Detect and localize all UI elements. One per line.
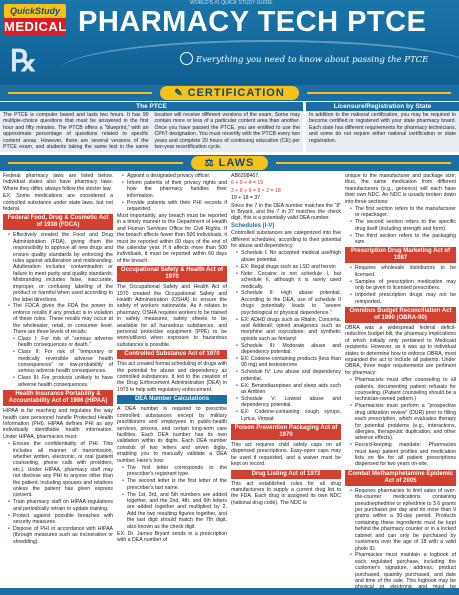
brand-quickstudy: QuickStudy [4,4,66,18]
list-item: • Ensure the confidentiality of PHI. This includes all manner of transmission, whether written, electronic, or oral (patient counseling, phone calls with providers, etc.). Under HIPAA, pharmacy staff may not disclose any PHI to anyone other than the patient, including spouses and relatives unless the patient has given express consent. [8,441,113,499]
certification-banner [0,85,459,101]
obra-heading: Omnibus Budget Reconciliation Act of 1990 (OBRA-90) [345,307,456,323]
dea-steps-list [122,465,227,530]
list-item: • Pharmacists must perform a “prospective drug utilization review” (DUR) prior to filling each prescription, which evaluates therapy for potential problems (e.g., interactions, allergies, therapeutic duplication, and other adverse effects). [350,403,456,441]
list-item: • Dispose of PHI in accordance with HIPAA (through measures such as incineration or shredding). [8,526,113,545]
list-item: • Pharmacies must maintain a logbook of each regulated purchase, including the customer's signature, address, product purchased, quantity purchased, and date and time of the sale. This logbook may be [350,552,456,595]
list-item: • Class III: For products unlikely to have adverse health consequences. [13,375,113,388]
cmea-heading: Combat Methamphetamine Epidemic Act of 2005 [345,470,456,486]
list-item: • Schedule III: Moderate abuse and dependency potential. [236,343,341,356]
top-tagline: WORLD'S #1 QUICK STUDY GUIDE [190,0,273,6]
list-item: • Note: Cocaine is not schedule I, but schedule II, although it is rarely used medically. [236,271,341,290]
capsule-icon [180,52,193,65]
page-footer-bar [0,588,459,595]
list-item: • The first section refers to the manufacturer or repackager. [350,206,456,219]
dea-calc-1: 6 + 9 + 4 = 19 [231,180,264,187]
licensure-heading: Licensure/Registration by State [306,102,459,111]
licensure-box [306,102,459,152]
page-title: PHARMACY TECH PTCE [78,6,427,38]
brand-medical: MEDICAL [4,19,67,34]
licensure-text: In addition to the national certification, you may be required to become certified or registered with your state pharmacy board. Each state has different requirements for pharmacy technicians, and some do not require either national certification or state registration. [309,112,456,144]
dea-note: Since the 7 in the DEA number matches the “8” in Bryant, and the 7 in 37 matches the check digit, this is a potentially valid DEA number. [231,202,341,222]
csa-text: This act created formal scheduling of drugs with the potential for abuse and dependency as controlled substances. It led to the creation of the Drug Enforcement Administration (DEA) in 1973 to help with regulatory enforcement. [117,361,227,393]
laws-column-4 [345,173,456,595]
ptce-box [0,102,303,152]
list-item: • Class I: For risk of “serious adverse health consequences or death.” [13,336,113,349]
recall-levels-list [13,336,113,388]
list-item: • EX: Codeine-containing products (less than 90 mg) and testosterone [236,356,341,369]
osha-text: The Occupational Safety and Health Act of 1970 created the Occupational Safety and Health Administration (OSHA) to ensure the safety of workers nationwide. As it relates to pharmacy, OSHA requires workers to be trained in safety measures, safety sheets to be available for all hazardous substances, and personal protective equipment (PPE) to be worn/utilized when exposure to hazardous substances is possible. [117,284,227,348]
laws-title: LAWS [218,157,255,169]
dea-example: EX: Dr. James Bryant sends in a prescription with a DEA number of [117,530,227,543]
laws-banner [0,155,459,171]
laws-intro: Federal pharmacy laws are listed below. Individual states also have pharmacy laws. Where they differ, always follow the stricter law. [3,173,113,192]
list-item: • The second section refers to the specific drug itself (including strength and form). [350,219,456,232]
list-item: • EX: Benzodiazepines and sleep aids such as Ambien [236,383,341,396]
laws-column-3 [231,173,341,507]
list-item: • Protect against possible breaches with security measures. [8,513,113,526]
pdma-heading: Prescription Drug Marketing Act of 1987 [345,247,456,263]
banner-rule [307,92,451,94]
ndc-list [350,206,456,245]
rx-icon: ℞ [10,44,37,79]
list-item: • Provide patients with their PHI records if requested. [122,200,227,213]
certificate-icon: ✎ [174,87,184,99]
ptce-text: The PTCE is computer based and lasts two hours. It has 90 multiple-choice questions that must be answered in the first hour and fifty minutes. The PTCB offers a “blueprint,” with an approximate percentage of questions related to specific content areas. However, there are several versions of the PTCE exam, and students taking the same test in the same location will receive different versions of the exam. Some may contain more or less of a particular content area than another. Once you have passed the PTCE, you are entitled to use the CPhT designation. You must recertify with the PTCB every two years and complete 20 hours of continuing education (CE) per two-year recertification cycle. [3,112,300,151]
banner-rule [276,162,451,164]
dea-calc-3: 19 + 18 = 37 [231,195,261,202]
list-item: • EX: Codeine-containing cough syrups, Lyrica, Vimpat [236,409,341,422]
dla-text: This act established rules for all drug manufacturers to supply a current drug list to the FDA. Each drug is assigned its own NDC (national drug code). The NDC is [231,480,341,506]
pdma-list [350,265,456,304]
list-item: • Samples of prescription medication may only be given to licensed prescribers. [350,279,456,292]
list-item: • Inform patients of their privacy rights and how the pharmacy handles their information. [122,180,227,199]
list-item: • The first letter corresponds to the prescriber's registrant type. [122,465,227,478]
dea-text: A DEA number is required to prescribe controlled substances except by military practitioners and employees in public-health services, prisons, and certain long-term care facilities. Each DEA number has its own validation within its digits. Each DEA number consists of two letters and seven digits, enabling you to manually validate a DEA number. Here's how: [117,406,227,464]
dea-calc-2: 3 + 8 + 6 = 9 × 2 = 18 [231,187,281,194]
list-item: • The FDCA gives the FDA the power to enforce recalls if any product is in violation of these rules. These recalls may occur at the wholesaler, retail, or consumer level. There are three levels of recalls: [8,303,113,335]
ppa-text: This act requires child safety caps on all dispensed prescriptions. Easy-open caps may be used if requested, and a waiver must be kept on record. [231,442,341,468]
list-item: • Pharmacists must offer counseling to all patients, documenting patient refusals for counseling. (Patient counseling should be a technician-owned pattern.) [350,377,456,403]
dea-heading: DEA Number Calculations [117,395,227,404]
ppa-heading: Poison Prevention Packaging Act of 1970 [231,424,341,440]
gavel-icon: ⚖ [204,157,215,169]
ptce-heading: The PTCE [0,102,303,111]
list-item: • Schedule II: High abuse potential. According to the DEA, use of schedule II drugs potentially leads to “severe psychological or physical dependence.” [236,290,341,316]
list-item: • Requires pharmacies to limit sales of over-the-counter medications containing pseudoephedrine or ephedrine to 3.6 grams per purchaser per day and no more than 9 grams within a 30-day period. Products containing these ingredients must be kept behind the pharmacy counter or in a locked cabinet and can only be purchased by customers over the age of 18 with a valid photo ID. [350,488,456,552]
laws-intro-example: EX: Some medications are considered a controlled substance under state laws, but not federal. [3,193,113,213]
schedules-list [236,250,341,422]
list-item: • EX: ADHD drugs such as Ritalin, Concerta, and Adderall; opioid analgesics such as morphine and oxycodone; and synthetic opioids such as fentanyl [236,317,341,343]
dla-heading: Drug Listing Act of 1972 [231,470,341,479]
list-item: • Appoint a designated privacy officer. [122,173,227,179]
laws-column-1 [3,173,113,546]
obra-text: OBRA was a widespread federal deficit-reduction budget bill, the pharmacy implications of which initially only pertained to Medicaid recipients. However, as it was up to individual states to determine how to enforce OBRA, most expanded the act to include all patients. Under OBRA, three major requirements are pertinent for pharmacy: [345,324,456,376]
hipaa-list [8,441,113,545]
csa-heading: Controlled Substance Act of 1970 [117,350,227,359]
list-item: • Schedule I: No accepted medical use/high abuse potential. [236,250,341,263]
list-item: • Record-keeping mandate: Pharmacies must keep patient profiles and medication lists on file for all patient prescriptions dispensed for two years on-site. [350,442,456,468]
cmea-list [350,488,456,595]
certification-title: CERTIFICATION [187,87,285,99]
brand-logo [4,4,66,44]
schedules-text: Controlled substances are categorized into five different schedules, according to their potential for abuse and dependency: [231,230,341,250]
certification-banner-label [160,86,299,100]
obra-list [350,377,456,468]
laws-column-2 [117,173,227,544]
ndc-text: unique to the manufacturer and package size; thus, the same medication from different manufacturers (e.g., generics) will each have their own NDC. An NDC is usually broken down into three sections: [345,173,456,205]
dea-number: AB6398467. [231,173,260,179]
hipaa-list-continued [122,173,227,212]
list-item: • The third section refers to the packaging size. [350,233,456,246]
list-item: • Requires wholesale distributors to be licensed. [350,265,456,278]
hipaa-heading: Health Insurance Portability & Accountability Act of 1996 (HIPAA) [3,390,113,406]
list-item: • Imported prescription drugs may not be reimported. [350,292,456,305]
list-item: • Class II: For risk of “temporary or medically reversible adverse health consequences” or low-probability of serious adverse health consequences. [13,349,113,375]
list-item: • EX: Illegal drugs such as LSD and heroin [236,264,341,270]
banner-rule [8,92,152,94]
page-header [0,0,459,85]
hipaa-text: HIPAA is far reaching and regulates the way health care personnel handle Protected Health Information (PHI). HIPAA defines PHI as any individually identifiable health information. Under HIPAA, pharmacies must: [3,408,113,440]
page-tagline: Everything you need to know about passing the PTCE [196,55,429,65]
schedules-heading: Schedules (I-V) [231,222,275,229]
breach-text: Most importantly, any breach must be reported in a timely manner to the Department of Health and Human Services Office for Civil Rights. If the breach affects fewer than 500 individuals, it must be reported within 60 days of the end of the calendar year. If it affects more than 500 individuals, it must be reported within 60 days of the breach. [117,212,227,264]
osha-heading: Occupational Safety & Health Act of 1970 [117,266,227,282]
list-item: • Schedule V: Lowest abuse and dependency potential. [236,396,341,409]
laws-banner-label [191,156,269,170]
list-item: • Effectively created the Food and Drug Administration (FDA), giving them the responsibility to approve all new drugs and ensure quality standards by enforcing the rules against adulteration and misbranding. Adulteration includes contamination or failure to meet purity and quality standards. Misbranding includes false, inaccurate, improper, or confusing labeling of the product or harmful when used according to the label directions. [8,232,113,302]
list-item: • The 1st, 3rd, and 5th numbers are added together, and the 2nd, 4th, and 6th letters are added together and multiplied by 2. Add the two resulting figures together, and the last digit should match the 7th digit, also known as the check digit. [122,492,227,530]
list-item: • The second letter is the first letter of the prescriber's last name. [122,478,227,491]
fdca-heading: Federal Food, Drug & Cosmetic Act of 1938 (FDCA) [3,214,113,230]
list-item: • Schedule IV: Low abuse and dependency potential. [236,369,341,382]
list-item: • Train pharmacy staff on HIPAA regulations and periodically retrain or update training. [8,499,113,512]
fdca-list [8,232,113,335]
banner-rule [8,162,183,164]
